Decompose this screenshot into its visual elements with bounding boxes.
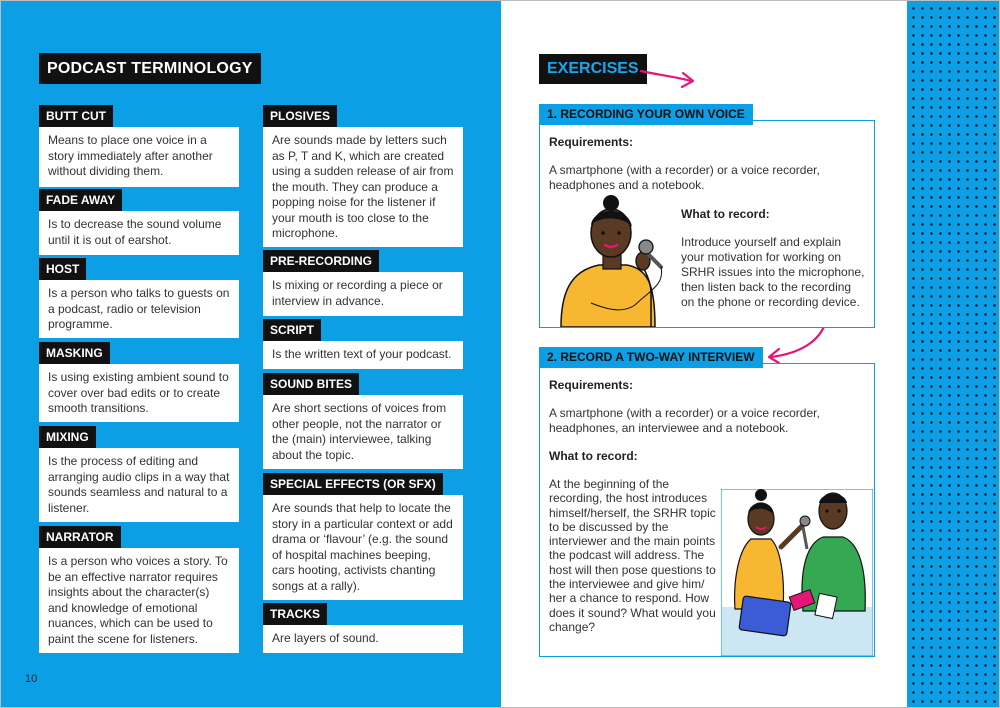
term-label: MASKING — [39, 342, 110, 364]
term-label: PLOSIVES — [263, 105, 337, 127]
term-definition: Is to decrease the sound volume until it is out of earshot. — [39, 211, 239, 255]
term-label: BUTT CUT — [39, 105, 113, 127]
term-definition: Is the process of editing and arranging audio clips in a way that sounds seamless and natural to a listener. — [39, 448, 239, 522]
term-definition: Are short sections of voices from other people, not the narrator or the (main) interviewee, talking about the topic. — [263, 395, 463, 469]
term-definition: Is a person who voices a story. To be an effective narrator requires insights about the character(s) and knowledge of emotional nuances, which can be used to paint the scene for listeners. — [39, 548, 239, 653]
term-masking — [39, 342, 239, 422]
term-tracks — [263, 603, 463, 653]
term-definition: Is the written text of your podcast. — [263, 341, 463, 369]
term-definition: Is mixing or recording a piece or interview in advance. — [263, 272, 463, 316]
page-title: PODCAST TERMINOLOGY — [39, 53, 261, 84]
term-script — [263, 319, 463, 369]
term-mixing — [39, 426, 239, 522]
term-definition: Are sounds made by letters such as P, T and K, which are created using a sudden release of air from the mouth. They can produce a popping noise for the listener if your mouth is too close to the microphone. — [263, 127, 463, 247]
page-number: 10 — [25, 673, 38, 685]
term-label: MIXING — [39, 426, 96, 448]
term-definition: Is a person who talks to guests on a podcast, radio or television programme. — [39, 280, 239, 338]
term-label: HOST — [39, 258, 86, 280]
term-definition: Means to place one voice in a story immediately after another without dividing them. — [39, 127, 239, 187]
curved-arrow-icon — [637, 61, 699, 91]
exercise-2-what-text: At the beginning of the recording, the host introduces himself/herself, the SRHR topic to be discussed by the interviewer and the main points the podcast will address. The host will then pose questions to the interviewee and give him/ her a chance to respond. How does it sound? What would you change? — [549, 477, 716, 634]
term-host — [39, 258, 239, 338]
term-label: FADE AWAY — [39, 189, 122, 211]
term-label: SOUND BITES — [263, 373, 359, 395]
exercise-1-requirements-text: A smartphone (with a recorder) or a voice recorder, headphones and a notebook. — [549, 163, 820, 192]
exercise-1-what-text: Introduce yourself and explain your motivation for working on SRHR issues into the microphone, then listen back to the recording on the phone or recording device. — [681, 235, 865, 309]
exercise-1-requirements-heading: Requirements: — [549, 135, 634, 149]
exercise-2-label: 2. RECORD A TWO-WAY INTERVIEW — [539, 347, 763, 368]
exercise-1-what-heading: What to record: — [681, 207, 770, 221]
term-label: SPECIAL EFFECTS (OR SFX) — [263, 473, 443, 495]
term-definition: Are sounds that help to locate the story in a particular context or add drama or ‘flavour’ (e.g. the sound of hospital machines beeping, cars hooting, activists chanting songs at a rally). — [263, 495, 463, 600]
left-page — [1, 1, 501, 708]
exercise-2-requirements-heading: Requirements: — [549, 378, 634, 392]
woman-with-microphone-illustration — [551, 195, 671, 327]
term-label: NARRATOR — [39, 526, 121, 548]
term-pre-recording — [263, 250, 463, 316]
interview-illustration — [721, 489, 873, 656]
term-special-effects — [263, 473, 463, 600]
term-sound-bites — [263, 373, 463, 469]
term-definition: Are layers of sound. — [263, 625, 463, 653]
term-label: SCRIPT — [263, 319, 321, 341]
term-fade-away — [39, 189, 239, 255]
exercise-2-what-heading: What to record: — [549, 449, 638, 463]
term-definition: Is using existing ambient sound to cover over bad edits or to create smooth transitions. — [39, 364, 239, 422]
exercise-2-requirements-text: A smartphone (with a recorder) or a voice recorder, headphones, an interviewee and a notebook. — [549, 406, 820, 435]
term-plosives — [263, 105, 463, 247]
exercise-1-label: 1. RECORDING YOUR OWN VOICE — [539, 104, 753, 125]
term-narrator — [39, 526, 239, 653]
term-label: TRACKS — [263, 603, 327, 625]
term-butt-cut — [39, 105, 239, 187]
term-label: PRE-RECORDING — [263, 250, 379, 272]
exercises-title: EXERCISES — [539, 54, 647, 84]
dotted-margin-pattern — [907, 1, 1000, 708]
